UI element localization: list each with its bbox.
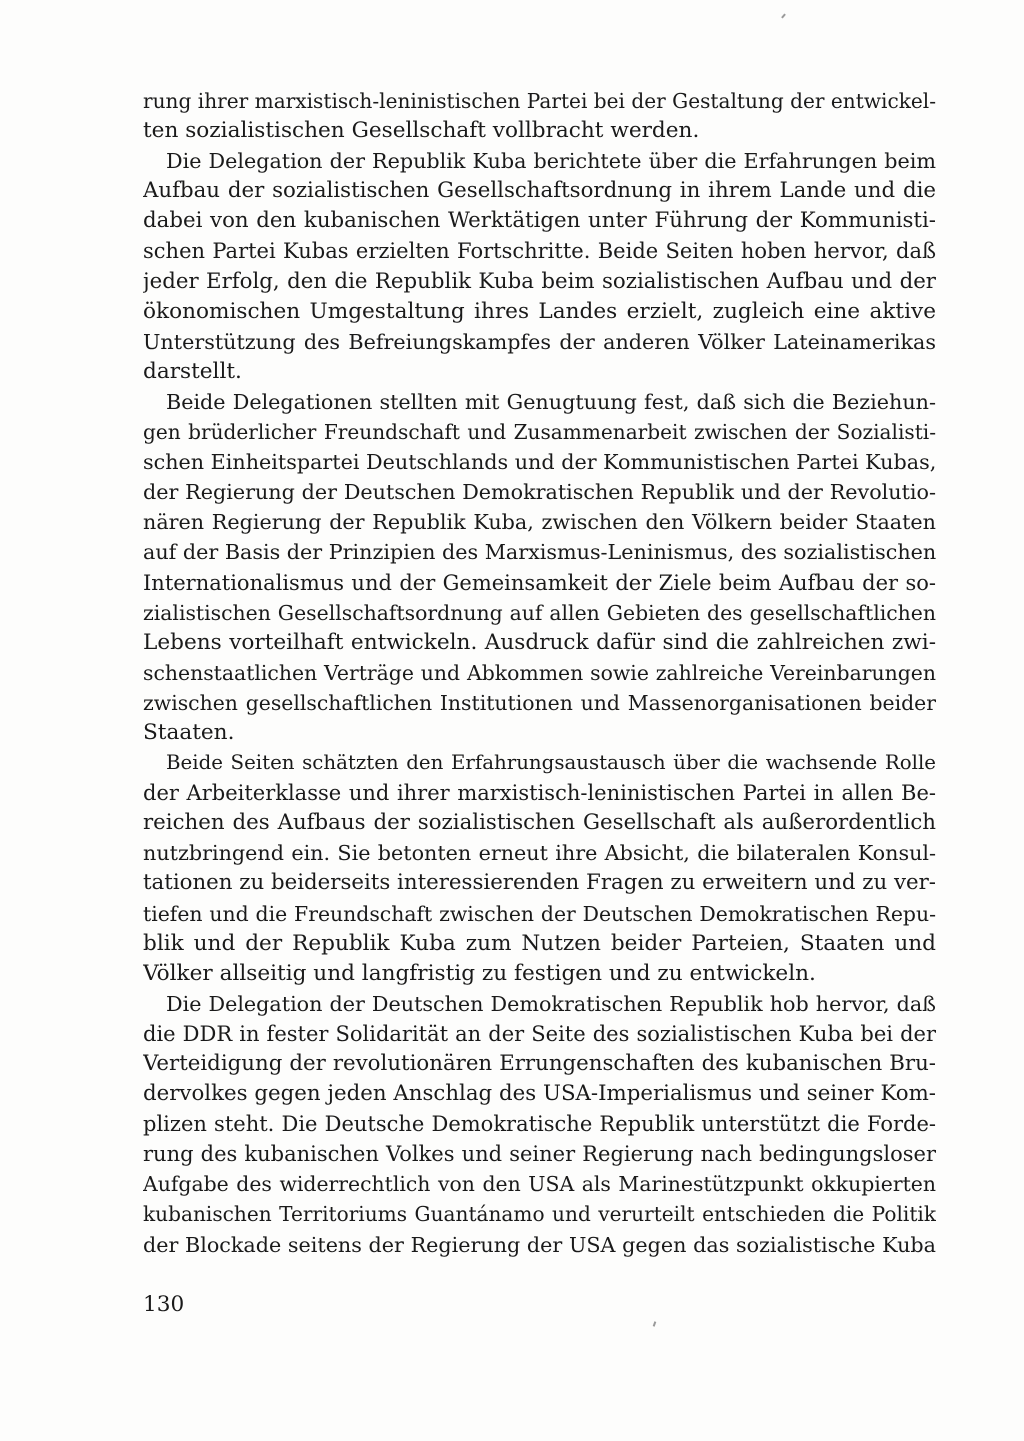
text-line: die DDR in fester Solidarität an der Seite des sozialistischen Kuba bei der: [143, 1021, 936, 1046]
text-line: schenstaatlichen Verträge und Abkommen sowie zahlreiche Vereinbarungen: [143, 660, 936, 685]
text-line: darstellt.: [143, 358, 242, 384]
text-line: Aufbau der sozialistischen Gesellschaftsordnung in ihrem Lande und die: [143, 178, 936, 204]
page-number: 130: [143, 1292, 185, 1317]
text-line: kubanischen Territoriums Guantánamo und verurteilt entschieden die Politik: [143, 1202, 936, 1227]
text-line: tiefen und die Freundschaft zwischen der Deutschen Demokratischen Repu-: [143, 901, 936, 926]
text-line: Unterstützung des Befreiungskampfes der anderen Völker Lateinamerikas: [143, 329, 936, 354]
text-line: Internationalismus und der Gemeinsamkeit der Ziele beim Aufbau der so-: [143, 570, 936, 595]
text-line: der Regierung der Deutschen Demokratischen Republik und der Revolutio-: [143, 480, 936, 505]
text-line: Verteidigung der revolutionären Errungenschaften des kubanischen Bru-: [143, 1051, 936, 1076]
text-line: plizen steht. Die Deutsche Demokratische Republik unterstützt die Forde-: [143, 1112, 936, 1137]
text-line: dervolkes gegen jeden Anschlag des USA-Imperialismus und seiner Kom-: [143, 1081, 936, 1107]
text-line: auf der Basis der Prinzipien des Marxismus-Leninismus, des sozialistischen: [143, 540, 936, 565]
text-line: jeder Erfolg, den die Republik Kuba beim sozialistischen Aufbau und der: [143, 268, 936, 294]
text-line: Beide Delegationen stellten mit Genugtuung fest, daß sich die Beziehun-: [166, 389, 936, 414]
text-line: rung ihrer marxistisch-leninistischen Partei bei der Gestaltung der entwickel-: [143, 89, 936, 113]
text-line: ökonomischen Umgestaltung ihres Landes erzielt, zugleich eine aktive: [143, 298, 936, 324]
text-line: ten sozialistischen Gesellschaft vollbracht werden.: [143, 118, 700, 144]
text-line: gen brüderlicher Freundschaft und Zusammenarbeit zwischen der Sozialisti-: [143, 420, 936, 445]
scan-speck: [653, 1321, 657, 1326]
text-line: Staaten.: [143, 719, 235, 745]
body-text: [143, 86, 936, 1260]
text-line: Die Delegation der Deutschen Demokratischen Republik hob hervor, daß: [166, 991, 936, 1016]
scan-speck: [781, 13, 786, 18]
text-line: zwischen gesellschaftlichen Institutionen und Massenorganisationen beider: [143, 690, 936, 715]
text-line: Die Delegation der Republik Kuba berichtete über die Erfahrungen beim: [166, 149, 936, 174]
text-line: Beide Seiten schätzten den Erfahrungsaustausch über die wachsende Rolle: [166, 751, 936, 775]
text-line: dabei von den kubanischen Werktätigen unter Führung der Kommunisti-: [143, 208, 936, 234]
text-line: zialistischen Gesellschaftsordnung auf allen Gebieten des gesellschaftlichen: [143, 600, 936, 625]
text-line: tationen zu beiderseits interessierenden Fragen zu erweitern und zu ver-: [143, 870, 936, 896]
text-line: Völker allseitig und langfristig zu festigen und zu entwickeln.: [143, 960, 816, 986]
text-line: rung des kubanischen Volkes und seiner Regierung nach bedingungsloser: [143, 1142, 936, 1167]
text-line: der Arbeiterklasse und ihrer marxistisch-leninistischen Partei in allen Be-: [143, 781, 936, 806]
text-line: nutzbringend ein. Sie betonten erneut ihre Absicht, die bilateralen Konsul-: [143, 841, 936, 866]
text-line: blik und der Republik Kuba zum Nutzen beider Parteien, Staaten und: [143, 930, 936, 956]
text-line: nären Regierung der Republik Kuba, zwischen den Völkern beider Staaten: [143, 510, 936, 535]
text-line: der Blockade seitens der Regierung der USA gegen das sozialistische Kuba: [143, 1232, 936, 1257]
text-line: schen Einheitspartei Deutschlands und der Kommunistischen Partei Kubas,: [143, 450, 936, 475]
text-line: reichen des Aufbaus der sozialistischen Gesellschaft als außerordentlich: [143, 810, 936, 836]
text-line: schen Partei Kubas erzielten Fortschritte. Beide Seiten hoben hervor, daß: [143, 239, 936, 264]
text-line: Aufgabe des widerrechtlich von den USA als Marinestützpunkt okkupierten: [143, 1172, 936, 1197]
text-line: Lebens vorteilhaft entwickeln. Ausdruck dafür sind die zahlreichen zwi-: [143, 629, 936, 655]
